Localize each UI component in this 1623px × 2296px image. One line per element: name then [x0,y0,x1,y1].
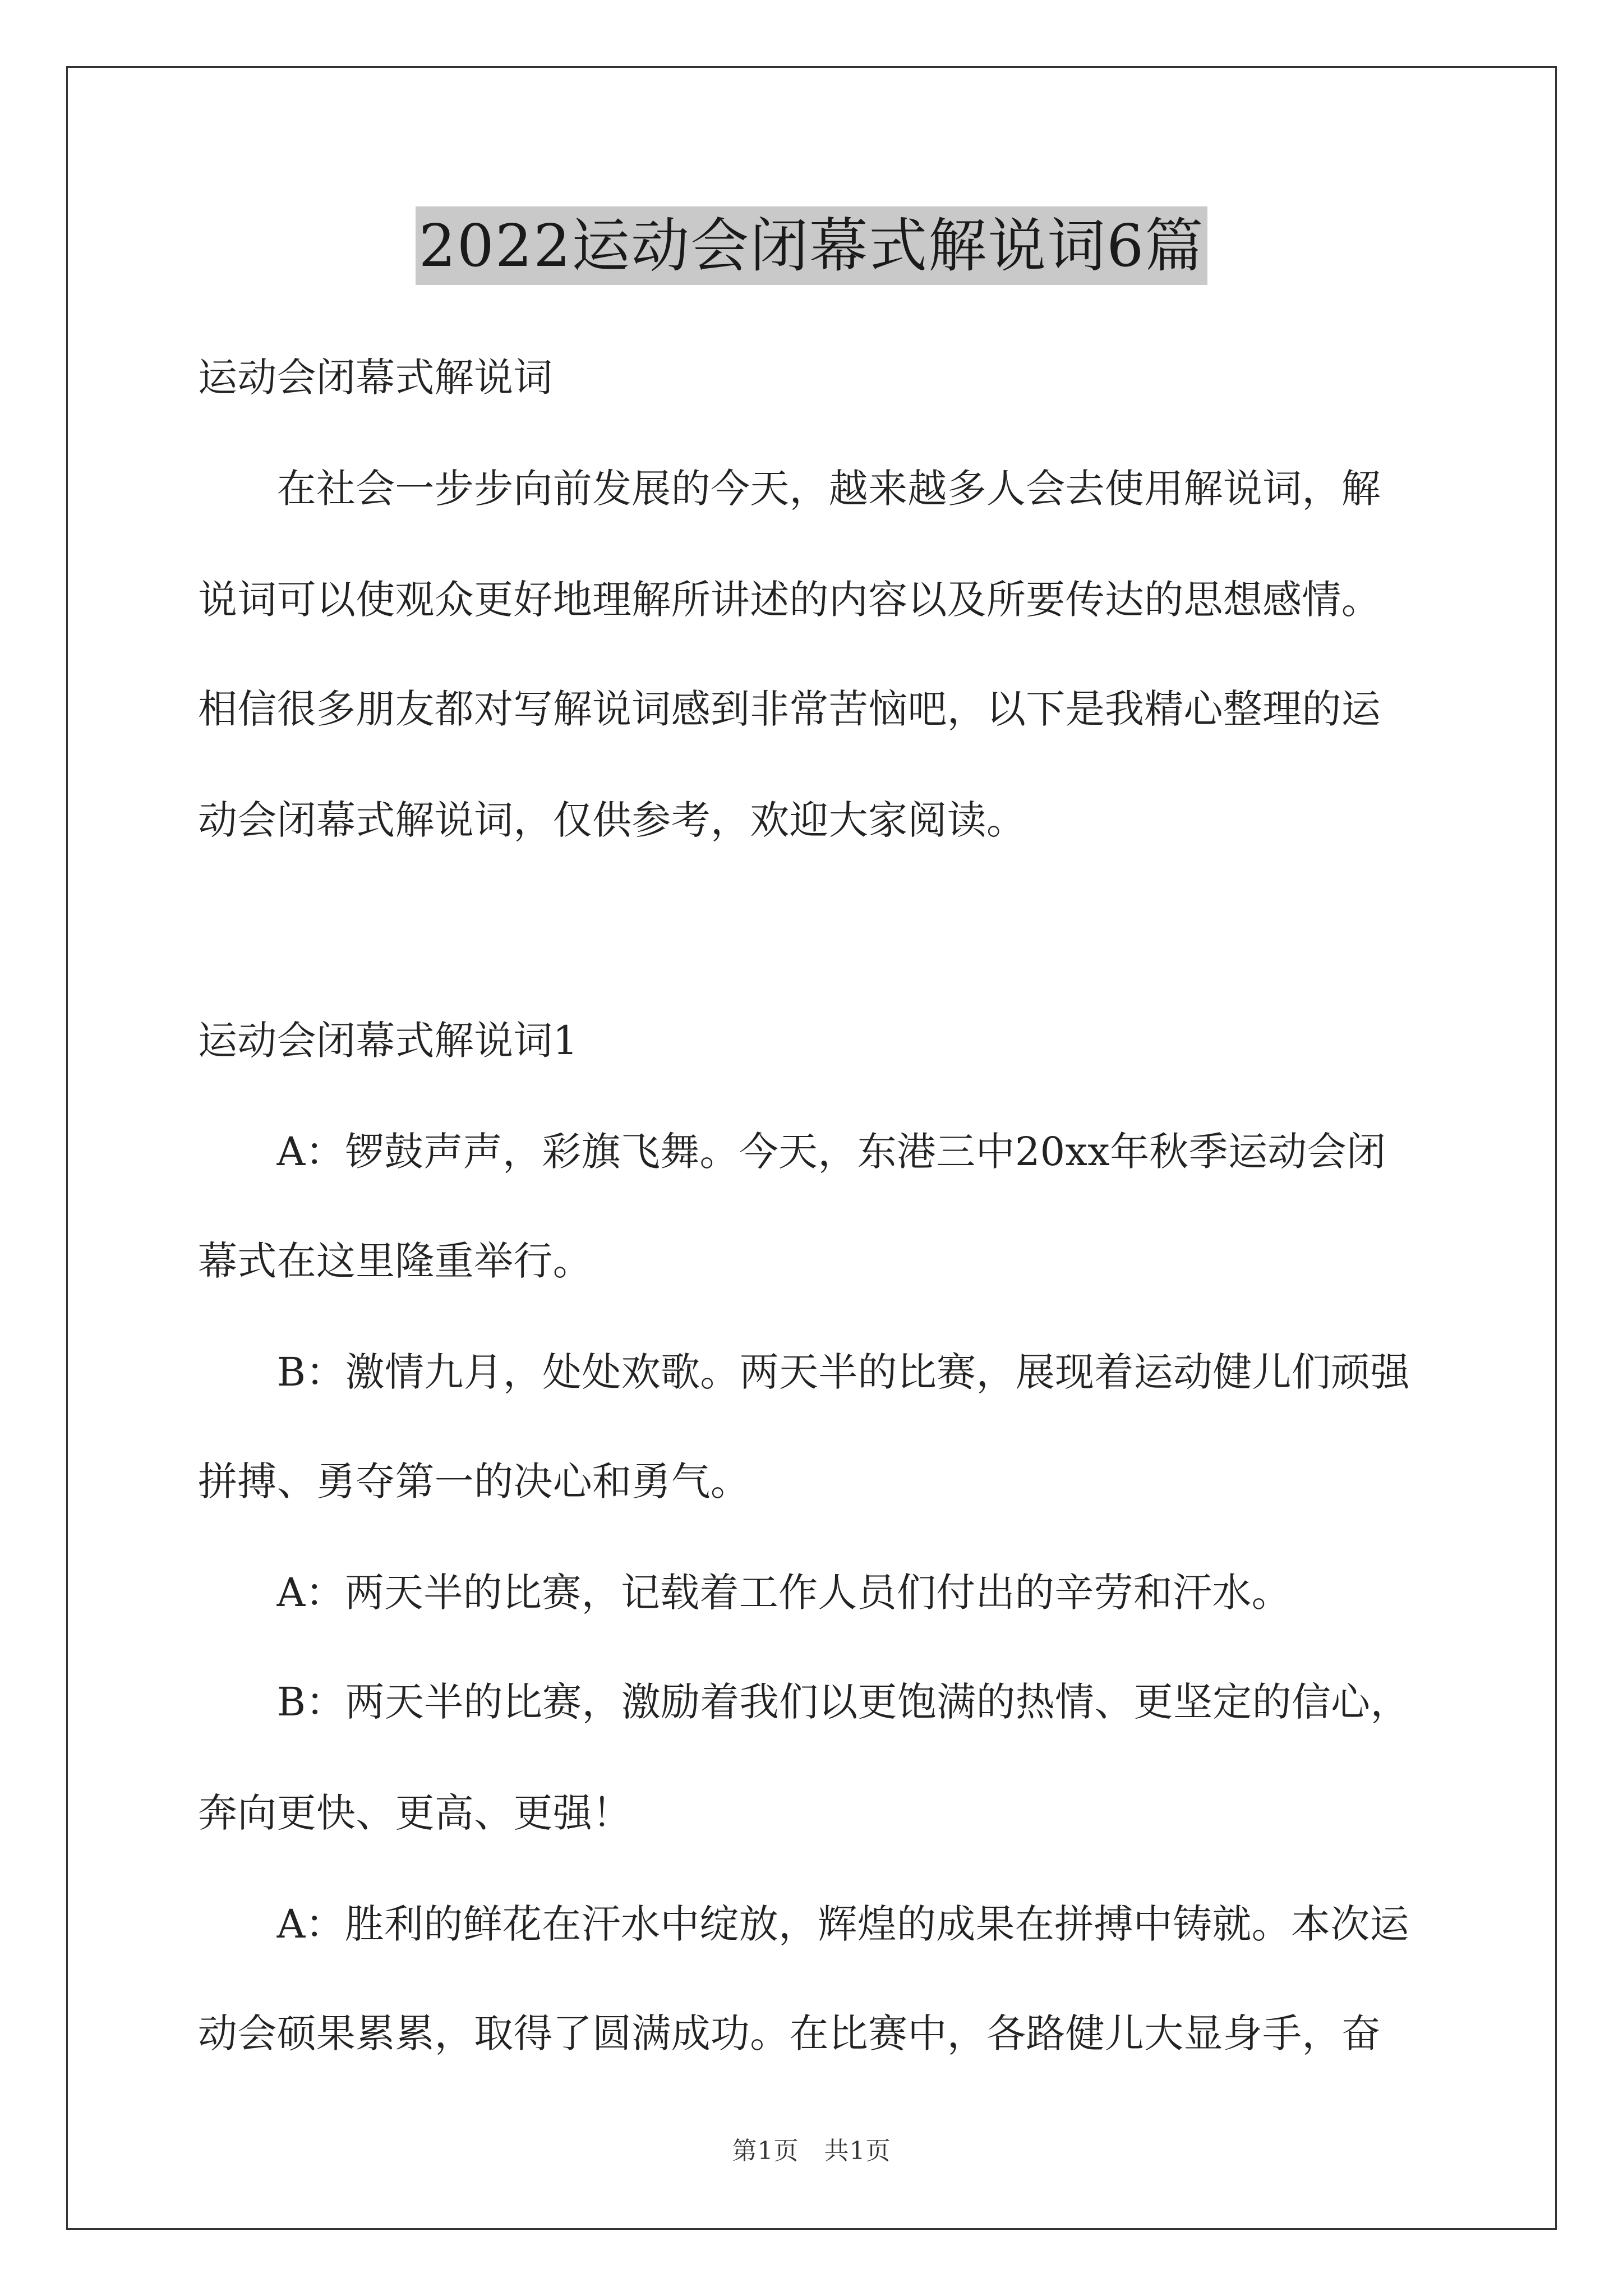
body-line: B：两天半的比赛，激励着我们以更饱满的热情、更坚定的信心， [198,1679,1410,1725]
intro-line: 相信很多朋友都对写解说词感到非常苦恼吧，以下是我精心整理的运 [198,686,1381,732]
body-line: 奔向更快、更高、更强！ [198,1790,632,1836]
body-line: 动会硕果累累，取得了圆满成功。在比赛中，各路健儿大显身手，奋 [198,2010,1381,2056]
body-line: 拼搏、勇夺第一的决心和勇气。 [198,1458,750,1504]
body-line: A：两天半的比赛，记载着工作人员们付出的辛劳和汗水。 [198,1570,1291,1616]
page-footer: 第1页 共1页 [732,2137,891,2165]
intro-line: 在社会一步步向前发展的今天，越来越多人会去使用解说词，解 [198,466,1381,512]
body-line: B：激情九月，处处欢歌。两天半的比赛，展现着运动健儿们顽强 [198,1349,1410,1395]
document-title: 2022运动会闭幕式解说词6篇 [416,206,1208,285]
body-line: 幕式在这里隆重举行。 [198,1238,592,1284]
intro-line: 动会闭幕式解说词，仅供参考，欢迎大家阅读。 [198,797,1026,843]
section-heading: 运动会闭幕式解说词1 [198,1018,578,1064]
title-container [0,206,1623,285]
body-line: A：锣鼓声声，彩旗飞舞。今天，东港三中20xx年秋季运动会闭 [198,1129,1386,1175]
intro-heading: 运动会闭幕式解说词 [198,355,553,401]
body-line: A：胜利的鲜花在汗水中绽放，辉煌的成果在拼搏中铸就。本次运 [198,1901,1409,1947]
intro-line: 说词可以使观众更好地理解所讲述的内容以及所要传达的思想感情。 [198,577,1381,623]
